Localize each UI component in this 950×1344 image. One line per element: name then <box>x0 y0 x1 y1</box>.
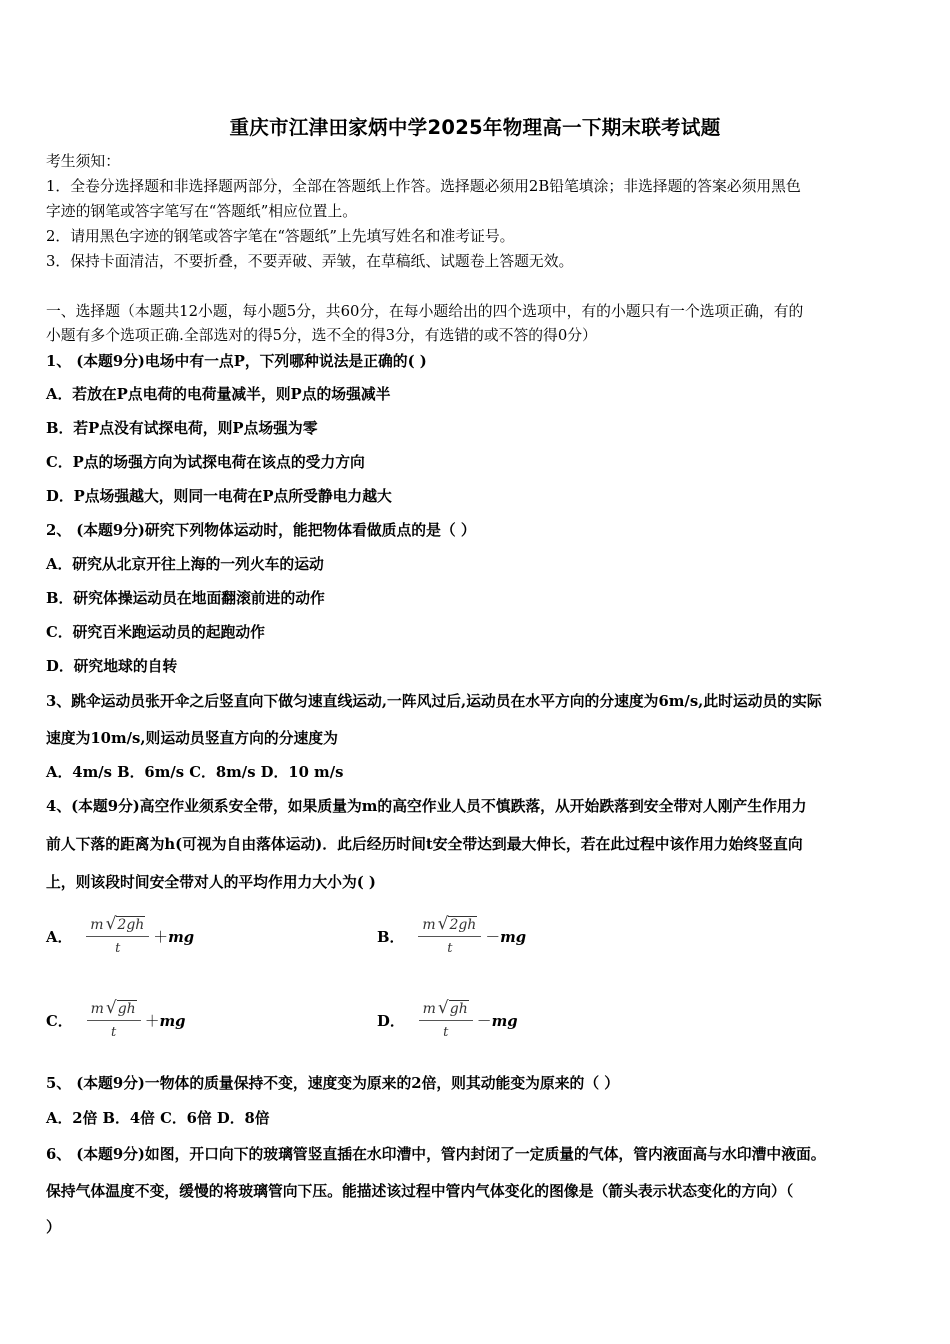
question-3-stem: 3、跳伞运动员张开伞之后竖直向下做匀速直线运动,一阵风过后,运动员在水平方向的分速度为6m/s,此时运动员的实际 <box>46 693 822 710</box>
notice-item: 字迹的钢笔或答字笔写在“答题纸”相应位置上。 <box>46 203 358 220</box>
question-4-option-c <box>46 990 186 1050</box>
notice-item: 2．请用黑色字迹的钢笔或答字笔在“答题纸”上先填写姓名和准考证号。 <box>46 228 515 245</box>
sign: － <box>485 928 501 946</box>
sign: ＋ <box>144 1012 160 1030</box>
option-label: D． <box>377 1012 405 1030</box>
question-3-stem: 速度为10m/s,则运动员竖直方向的分速度为 <box>46 730 338 747</box>
question-6-stem: 保持气体温度不变，缓慢的将玻璃管向下压。能描述该过程中管内气体变化的图像是（箭头表示状态变化的方向）（ <box>46 1183 794 1200</box>
denominator: t <box>115 941 121 956</box>
question-1-stem: 1、 (本题9分)电场中有一点P，下列哪种说法是正确的( ) <box>46 353 427 370</box>
question-2-option-a: A．研究从北京开往上海的一列火车的运动 <box>46 556 324 573</box>
question-4-option-b <box>377 906 526 966</box>
option-label: A． <box>46 928 73 946</box>
numerator-m: m <box>90 916 104 933</box>
tail-term: mg <box>491 1012 518 1030</box>
fraction: m √ gh t <box>87 1000 141 1040</box>
denominator: t <box>111 1025 117 1040</box>
question-4-options-row <box>46 990 916 1050</box>
notice-item: 3．保持卡面清洁，不要折叠，不要弄破、弄皱，在草稿纸、试题卷上答题无效。 <box>46 253 574 270</box>
question-4-options-row <box>46 906 916 966</box>
question-1-option-d: D．P点场强越大，则同一电荷在P点所受静电力越大 <box>46 488 392 505</box>
page-title: 重庆市江津田家炳中学2025年物理高一下期末联考试题 <box>229 116 721 139</box>
notice-heading: 考生须知： <box>46 153 120 170</box>
section-instructions: 小题有多个选项正确.全部选对的得5分，选不全的得3分，有选错的或不答的得0分） <box>46 327 597 344</box>
tail-term: mg <box>168 928 195 946</box>
question-2-option-b: B．研究体操运动员在地面翻滚前进的动作 <box>46 590 325 607</box>
sign: ＋ <box>153 928 169 946</box>
section-instructions: 一、选择题（本题共12小题，每小题5分，共60分，在每小题给出的四个选项中，有的小题只有一个选项正确，有的 <box>46 303 804 320</box>
question-4-stem: 4、(本题9分)高空作业须系安全带，如果质量为m的高空作业人员不慎跌落，从开始跌落到安全带对人刚产生作用力 <box>46 798 807 815</box>
denominator: t <box>443 1025 449 1040</box>
notice-item: 1．全卷分选择题和非选择题两部分，全部在答题纸上作答。选择题必须用2B铅笔填涂；非选择题的答案必须用黑色 <box>46 178 801 195</box>
option-label: B． <box>377 928 405 946</box>
radicand: gh <box>449 1001 468 1017</box>
question-1-option-a: A．若放在P点电荷的电荷量减半，则P点的场强减半 <box>46 386 391 403</box>
question-1-option-b: B．若P点没有试探电荷，则P点场强为零 <box>46 420 318 437</box>
tail-term: mg <box>500 928 527 946</box>
question-4-stem: 上，则该段时间安全带对人的平均作用力大小为( ) <box>46 874 376 891</box>
tail-term: mg <box>159 1012 186 1030</box>
radicand: gh <box>117 1001 136 1017</box>
question-4-option-a <box>46 906 194 966</box>
numerator-m: m <box>422 916 436 933</box>
fraction: m √ 2gh t <box>86 916 149 956</box>
denominator: t <box>447 941 453 956</box>
numerator-m: m <box>422 1000 436 1017</box>
sign: － <box>476 1012 492 1030</box>
question-2-stem: 2、 (本题9分)研究下列物体运动时，能把物体看做质点的是（ ） <box>46 522 476 539</box>
question-2-option-c: C．研究百米跑运动员的起跑动作 <box>46 624 265 641</box>
question-2-option-d: D．研究地球的自转 <box>46 658 178 675</box>
question-4-option-d <box>377 990 518 1050</box>
question-6-stem: 6、 (本题9分)如图，开口向下的玻璃管竖直插在水印漕中，管内封闭了一定质量的气体，管内液面高与水印漕中液面。 <box>46 1146 826 1163</box>
question-5-stem: 5、 (本题9分)一物体的质量保持不变，速度变为原来的2倍，则其动能变为原来的（ ） <box>46 1075 620 1092</box>
radicand: 2gh <box>117 917 145 933</box>
numerator-m: m <box>90 1000 104 1017</box>
option-label: C． <box>46 1012 73 1030</box>
fraction: m √ gh t <box>419 1000 473 1040</box>
question-5-options: A．2倍 B．4倍 C．6倍 D．8倍 <box>46 1110 270 1127</box>
question-3-options: A．4m/s B．6m/s C．8m/s D．10 m/s <box>46 764 344 781</box>
question-6-stem: ） <box>46 1219 61 1236</box>
radicand: 2gh <box>449 917 477 933</box>
fraction: m √ 2gh t <box>418 916 481 956</box>
question-1-option-c: C．P点的场强方向为试探电荷在该点的受力方向 <box>46 454 365 471</box>
question-4-stem: 前人下落的距离为h(可视为自由落体运动)．此后经历时间t安全带达到最大伸长，若在此过程中该作用力始终竖直向 <box>46 836 803 853</box>
